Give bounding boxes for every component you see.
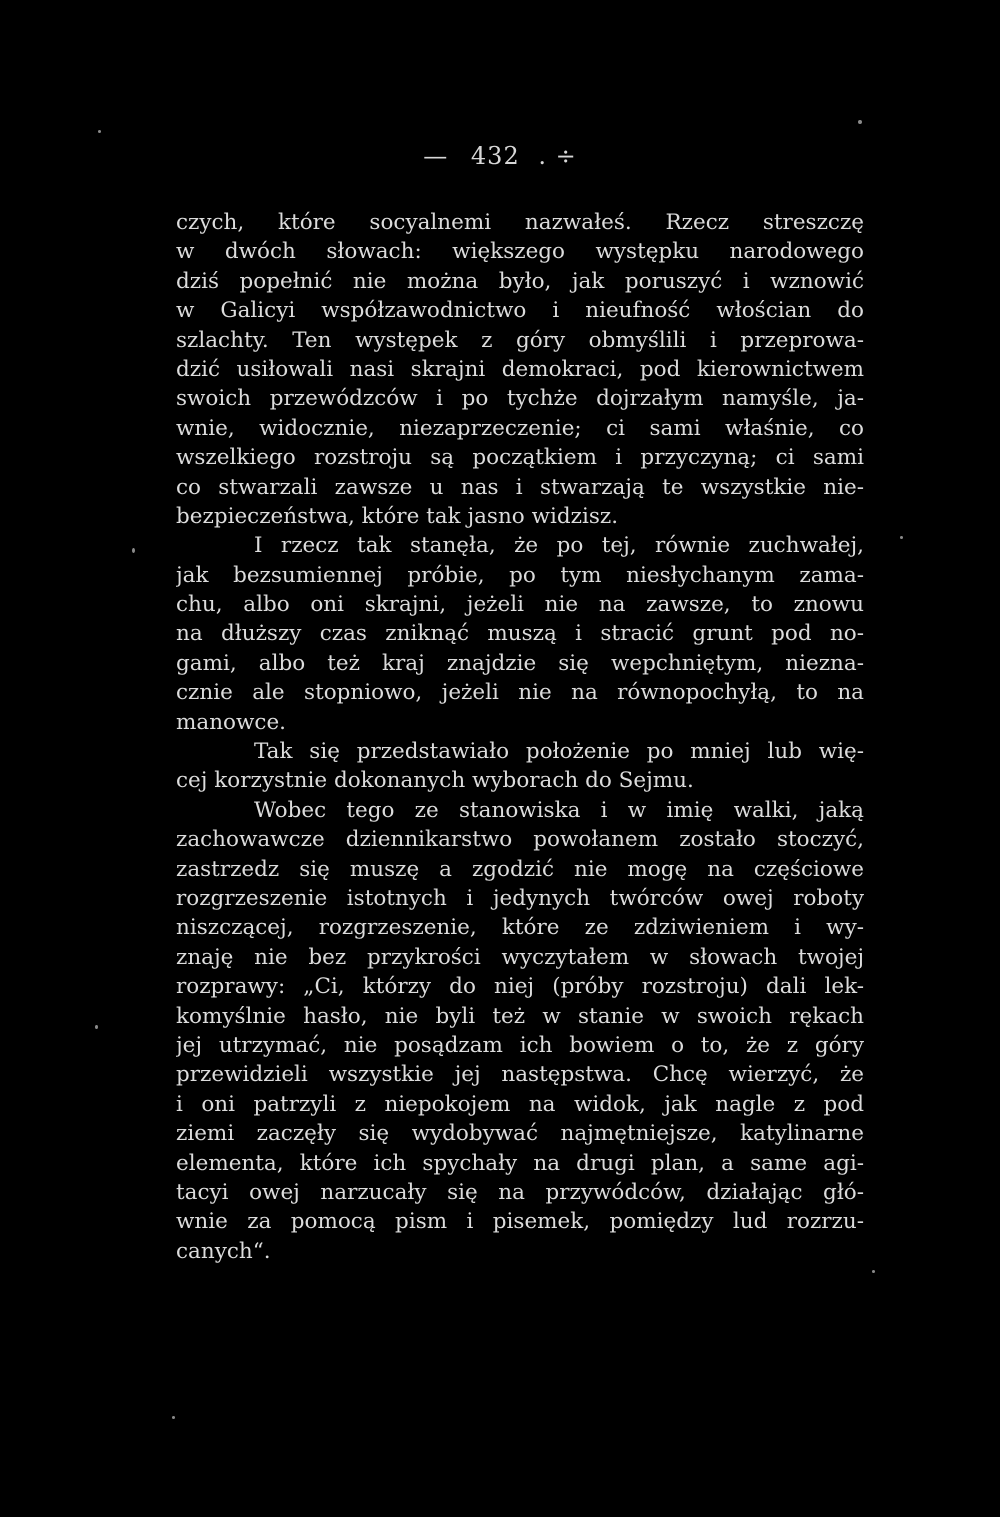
text-line: wnie, widocznie, niezaprzeczenie; ci sami właśnie, co bbox=[176, 415, 864, 441]
text-line: jej utrzymać, nie posądzam ich bowiem o to, że z góry bbox=[176, 1032, 864, 1058]
page-number: 432 bbox=[470, 142, 520, 170]
text-line: rozprawy: „Ci, którzy do niej (próby rozstroju) dali lek- bbox=[176, 974, 864, 1000]
text-line: rozgrzeszenie istotnych i jedynych twórców owej roboty bbox=[176, 885, 864, 911]
text-line: tacyi owej narzucały się na przywódców, działając głó- bbox=[176, 1179, 864, 1205]
text-line: Wobec tego ze stanowiska i w imię walki, jaką bbox=[254, 797, 864, 823]
header-mark: . ÷ bbox=[538, 142, 577, 170]
text-line: dziś popełnić nie można było, jak poruszyć i wznowić bbox=[176, 268, 864, 294]
text-line: jak bezsumiennej próbie, po tym niesłychanym zama- bbox=[176, 562, 864, 588]
text-line: szlachty. Ten występek z góry obmyślili i przeprowa- bbox=[176, 327, 864, 353]
text-line: manowce. bbox=[176, 709, 286, 735]
text-line: niszczącej, rozgrzeszenie, które ze zdziwieniem i wy- bbox=[176, 915, 864, 941]
text-line: gami, albo też kraj znajdzie się wepchniętym, niezna- bbox=[176, 650, 864, 676]
text-line: chu, albo oni skrajni, jeżeli nie na zawsze, to znowu bbox=[176, 592, 864, 618]
text-line: cznie ale stopniowo, jeżeli nie na równopochyłą, to na bbox=[176, 680, 864, 706]
scan-speck bbox=[95, 1025, 98, 1029]
text-line: dzić usiłowali nasi skrajni demokraci, pod kierownictwem bbox=[176, 356, 864, 382]
text-line: znaję nie bez przykrości wyczytałem w słowach twojej bbox=[176, 944, 864, 970]
text-line: wszelkiego rozstroju są początkiem i przyczyną; ci sami bbox=[176, 445, 864, 471]
scan-speck bbox=[98, 130, 101, 133]
text-line: zachowawcze dziennikarstwo powołanem zostało stoczyć, bbox=[176, 827, 864, 853]
text-line: elementa, które ich spychały na drugi plan, a same agi- bbox=[176, 1150, 864, 1176]
text-line: I rzecz tak stanęła, że po tej, równie zuchwałej, bbox=[254, 533, 864, 559]
text-line: ziemi zaczęły się wydobywać najmętniejsze, katylinarne bbox=[176, 1121, 864, 1147]
text-line: bezpieczeństwa, które tak jasno widzisz. bbox=[176, 503, 619, 529]
page-header bbox=[0, 142, 1000, 170]
text-line: cej korzystnie dokonanych wyborach do Sejmu. bbox=[176, 768, 694, 794]
text-line: w Galicyi współzawodnictwo i nieufność włościan do bbox=[176, 298, 864, 324]
text-line: i oni patrzyli z niepokojem na widok, jak nagle z pod bbox=[176, 1091, 864, 1117]
text-line: co stwarzali zawsze u nas i stwarzają te wszystkie nie- bbox=[176, 474, 864, 500]
text-line: na dłuższy czas zniknąć muszą i stracić grunt pod no- bbox=[176, 621, 864, 647]
text-line: przewidzieli wszystkie jej następstwa. Chcę wierzyć, że bbox=[176, 1062, 864, 1088]
text-line: w dwóch słowach: większego występku narodowego bbox=[176, 239, 864, 265]
scan-speck bbox=[858, 120, 862, 124]
text-line: swoich przewódzców i po tychże dojrzałym namyśle, ja- bbox=[176, 386, 864, 412]
scan-speck bbox=[872, 1270, 875, 1273]
scan-speck bbox=[900, 536, 903, 539]
text-line: komyślnie hasło, nie byli też w stanie w swoich rękach bbox=[176, 1003, 864, 1029]
text-line: wnie za pomocą pism i pisemek, pomiędzy lud rozrzu- bbox=[176, 1209, 864, 1235]
scan-speck bbox=[172, 1416, 175, 1419]
text-line: czych, które socyalnemi nazwałeś. Rzecz streszczę bbox=[176, 210, 864, 235]
scan-speck bbox=[132, 548, 135, 553]
text-line: Tak się przedstawiało położenie po mniej lub wię- bbox=[254, 739, 864, 765]
text-line: zastrzedz się muszę a zgodzić nie mogę na częściowe bbox=[176, 856, 864, 882]
header-dash: — bbox=[423, 142, 449, 170]
text-line: canych“. bbox=[176, 1238, 271, 1264]
body-text bbox=[176, 208, 864, 1266]
